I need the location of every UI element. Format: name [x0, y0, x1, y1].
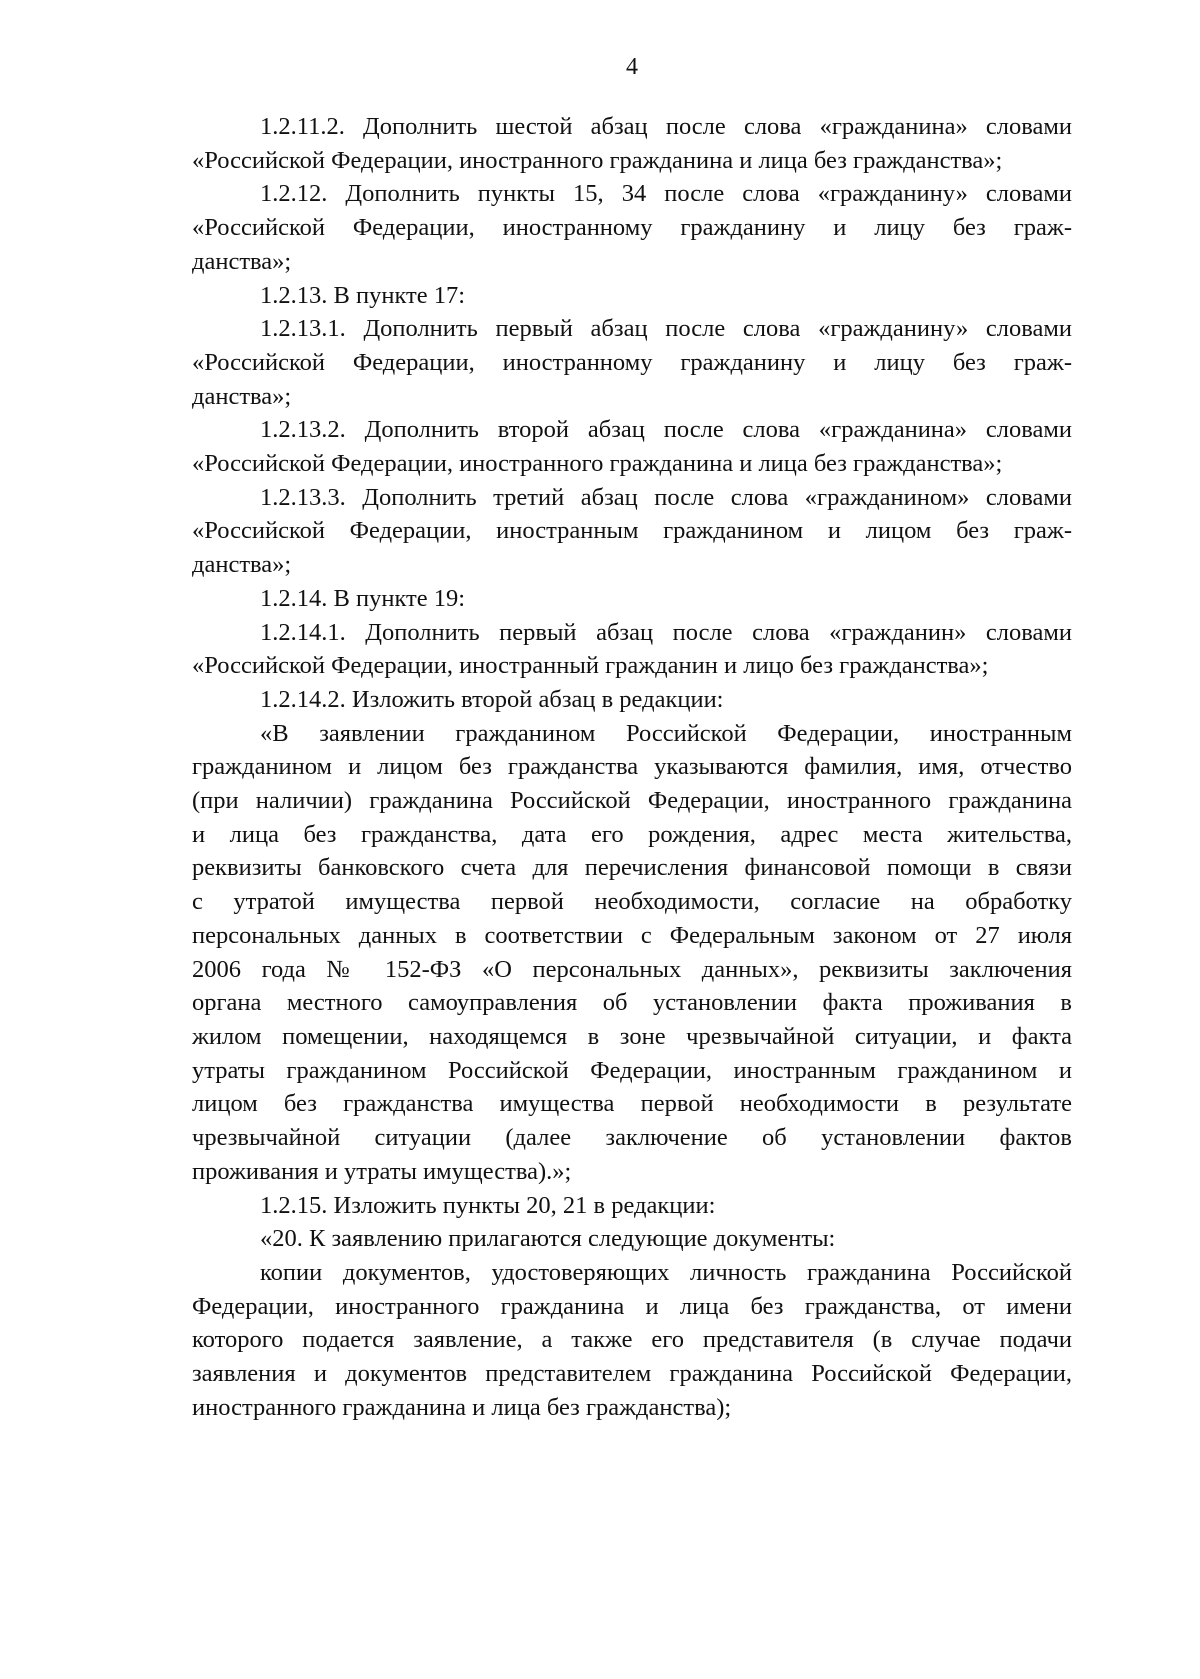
text-line: 1.2.13.1. Дополнить первый абзац после слова «гражданину» словами: [260, 315, 1072, 343]
text-line: «Российской Федерации, иностранному гражданину и лицу без граж-: [192, 348, 1072, 376]
text-line: «Российской Федерации, иностранного гражданина и лица без гражданства»;: [192, 450, 1003, 478]
paragraph: [192, 279, 1072, 313]
paragraph: [192, 616, 1072, 683]
text-line: 1.2.12. Дополнить пункты 15, 34 после слова «гражданину» словами: [260, 180, 1072, 208]
paragraph: [192, 683, 1072, 717]
text-line: 1.2.13.3. Дополнить третий абзац после слова «гражданином» словами: [260, 483, 1072, 511]
text-line: заявления и документов представителем гражданина Российской Федерации,: [192, 1360, 1072, 1388]
text-line: (при наличии) гражданина Российской Федерации, иностранного гражданина: [192, 787, 1072, 815]
text-line: реквизиты банковского счета для перечисления финансовой помощи в связи: [192, 854, 1072, 882]
paragraph: [192, 110, 1072, 177]
text-line: гражданином и лицом без гражданства указываются фамилия, имя, отчество: [192, 753, 1072, 781]
paragraph: [192, 1256, 1072, 1425]
text-line: проживания и утраты имущества).»;: [192, 1157, 572, 1185]
text-line: с утратой имущества первой необходимости, согласие на обработку: [192, 888, 1072, 916]
text-line: и лица без гражданства, дата его рождения, адрес места жительства,: [192, 820, 1072, 848]
text-line: «В заявлении гражданином Российской Федерации, иностранным: [260, 719, 1072, 747]
text-line: персональных данных в соответствии с Федеральным законом от 27 июля: [192, 921, 1072, 949]
paragraph: [192, 1189, 1072, 1223]
text-line: Федерации, иностранного гражданина и лица без гражданства, от имени: [192, 1292, 1072, 1320]
text-line: иностранного гражданина и лица без гражданства);: [192, 1393, 732, 1421]
text-line: чрезвычайной ситуации (далее заключение об установлении фактов: [192, 1124, 1072, 1152]
text-line: данства»;: [192, 382, 292, 410]
text-line: «Российской Федерации, иностранный гражданин и лицо без гражданства»;: [192, 652, 989, 680]
paragraph: [192, 481, 1072, 582]
text-line: «20. К заявлению прилагаются следующие документы:: [260, 1225, 836, 1253]
page-number: 4: [626, 54, 638, 80]
document-body: [192, 110, 1072, 1424]
text-line: 1.2.13.2. Дополнить второй абзац после слова «гражданина» словами: [260, 416, 1072, 444]
text-line: лицом без гражданства имущества первой необходимости в результате: [192, 1090, 1072, 1118]
text-line: «Российской Федерации, иностранного гражданина и лица без гражданства»;: [192, 146, 1003, 174]
text-line: 1.2.15. Изложить пункты 20, 21 в редакции:: [260, 1191, 716, 1219]
text-line: 1.2.14.1. Дополнить первый абзац после слова «гражданин» словами: [260, 618, 1072, 646]
paragraph: [192, 717, 1072, 1189]
text-line: которого подается заявление, а также его представителя (в случае подачи: [192, 1326, 1072, 1354]
text-line: «Российской Федерации, иностранному гражданину и лицу без граж-: [192, 214, 1072, 242]
text-line: «Российской Федерации, иностранным гражданином и лицом без граж-: [192, 517, 1072, 545]
text-line: 2006 года № 152-ФЗ «О персональных данных», реквизиты заключения: [192, 955, 1072, 983]
paragraph: [192, 413, 1072, 480]
paragraph: [192, 312, 1072, 413]
paragraph: [192, 177, 1072, 278]
text-line: копии документов, удостоверяющих личность гражданина Российской: [260, 1258, 1072, 1286]
text-line: 1.2.11.2. Дополнить шестой абзац после слова «гражданина» словами: [260, 113, 1072, 140]
text-line: жилом помещении, находящемся в зоне чрезвычайной ситуации, и факта: [192, 1022, 1072, 1050]
text-line: 1.2.14.2. Изложить второй абзац в редакции:: [260, 685, 724, 713]
paragraph: [192, 582, 1072, 616]
text-line: 1.2.14. В пункте 19:: [260, 584, 466, 612]
text-line: данства»;: [192, 247, 292, 275]
text-line: 1.2.13. В пункте 17:: [260, 281, 466, 309]
text-line: органа местного самоуправления об установлении факта проживания в: [192, 989, 1072, 1017]
text-line: утраты гражданином Российской Федерации, иностранным гражданином и: [192, 1056, 1072, 1084]
text-line: данства»;: [192, 551, 292, 579]
paragraph: [192, 1222, 1072, 1256]
